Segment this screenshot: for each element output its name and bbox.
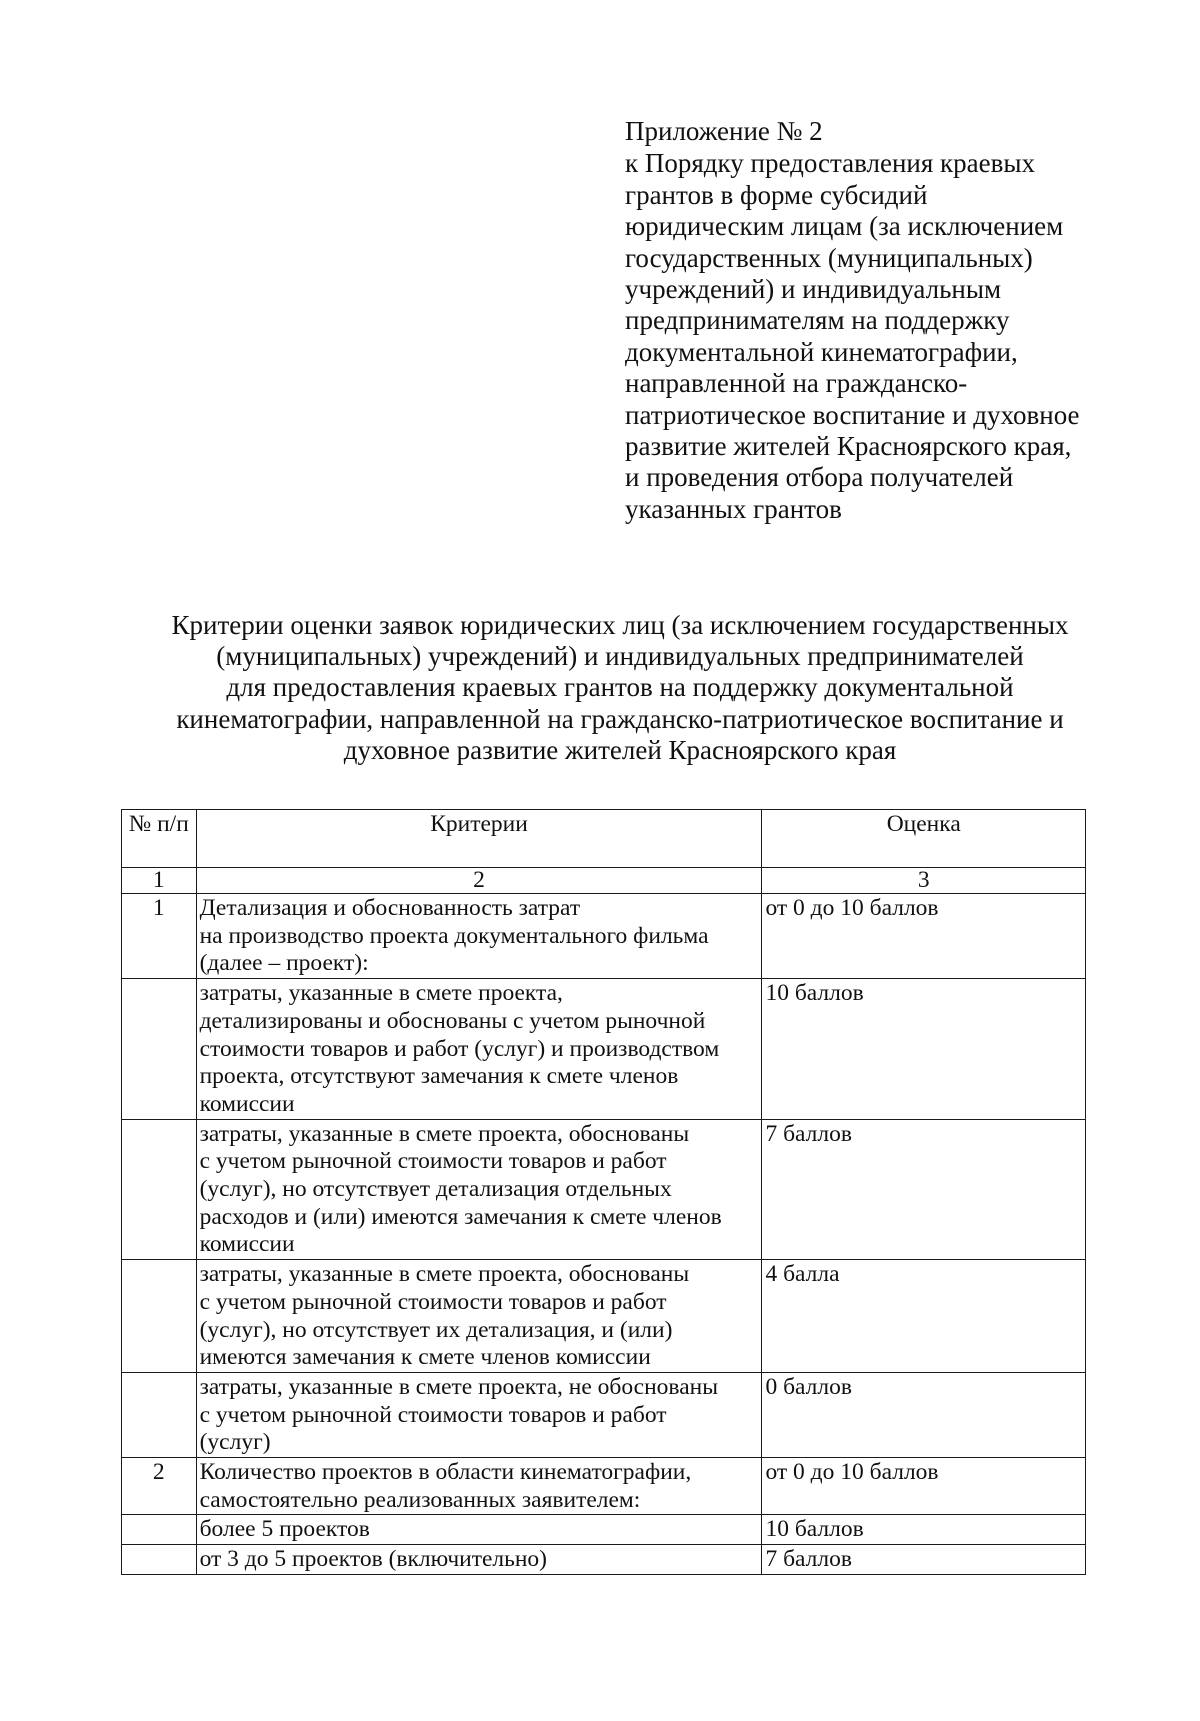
annex-line: к Порядку предоставления краевых <box>625 148 1035 179</box>
annex-line: учреждений) и индивидуальным <box>625 274 1002 305</box>
criteria-text-line: детализированы и обоснованы с учетом рыночной <box>199 1007 706 1034</box>
document-title <box>120 610 1120 766</box>
criteria-text-line: затраты, указанные в смете проекта, не обоснованы <box>199 1373 719 1400</box>
criteria-text-line: более 5 проектов <box>199 1516 370 1543</box>
annex-line: развитие жителей Красноярского края, <box>625 431 1072 462</box>
criteria-text-line: (услуг), но отсутствует их детализация, и (или) <box>199 1316 673 1343</box>
score-cell: от 0 до 10 баллов <box>762 1458 1086 1515</box>
annex-line: документальной кинематографии, <box>625 336 1018 367</box>
criteria-text-line: расходов и (или) имеются замечания к смете членов <box>199 1203 722 1230</box>
criteria-cell <box>196 1458 762 1515</box>
row-number-cell: 2 <box>122 1458 197 1515</box>
header-score: Оценка <box>762 810 1086 868</box>
criteria-text-line: Детализация и обоснованность затрат <box>199 895 581 921</box>
table-row <box>122 894 1086 979</box>
index-cell: 2 <box>196 868 762 894</box>
document-title-line: (муниципальных) учреждений) и индивидуальных предпринимателей <box>216 641 1024 672</box>
criteria-cell <box>196 1372 762 1457</box>
criteria-text-line: комиссии <box>199 1090 295 1117</box>
score-cell: 10 баллов <box>762 1515 1086 1545</box>
score-cell: от 0 до 10 баллов <box>762 894 1086 979</box>
annex-title: Приложение № 2 <box>625 116 823 146</box>
score-cell: 4 балла <box>762 1260 1086 1373</box>
table-row <box>122 979 1086 1120</box>
criteria-text-line: (далее – проект): <box>199 950 369 977</box>
document-title-line: для предоставления краевых грантов на поддержку документальной <box>226 672 1014 703</box>
criteria-text-line: на производство проекта документального фильма <box>199 922 709 949</box>
score-cell: 10 баллов <box>762 979 1086 1120</box>
criteria-text-line: с учетом рыночной стоимости товаров и работ <box>199 1148 667 1175</box>
criteria-text-line: с учетом рыночной стоимости товаров и работ <box>199 1288 667 1315</box>
row-number-cell <box>122 979 197 1120</box>
criteria-cell <box>196 1260 762 1373</box>
criteria-text-line: (услуг) <box>199 1429 271 1456</box>
index-cell: 1 <box>122 868 197 894</box>
annex-line: юридическим лицам (за исключением <box>625 211 1064 242</box>
criteria-table <box>121 809 1086 1575</box>
row-number-cell: 1 <box>122 894 197 979</box>
row-number-cell <box>122 1372 197 1457</box>
criteria-text-line: затраты, указанные в смете проекта, <box>199 980 563 1007</box>
document-title-line: духовное развитие жителей Красноярского края <box>343 734 897 765</box>
row-number-cell <box>122 1545 197 1575</box>
annex-line: патриотическое воспитание и духовное <box>625 399 1080 430</box>
header-criteria: Критерии <box>196 810 762 868</box>
annex-line: предпринимателям на поддержку <box>625 305 1010 336</box>
row-number-cell <box>122 1515 197 1545</box>
annex-block <box>625 116 1125 525</box>
criteria-text-line: имеются замечания к смете членов комиссии <box>199 1344 651 1371</box>
table-row <box>122 1515 1086 1545</box>
annex-line: указанных грантов <box>625 493 842 524</box>
score-cell: 7 баллов <box>762 1545 1086 1575</box>
criteria-text-line: стоимости товаров и работ (услуг) и производством <box>199 1035 720 1062</box>
criteria-cell <box>196 1119 762 1260</box>
table-row <box>122 1458 1086 1515</box>
criteria-text-line: проекта, отсутствуют замечания к смете членов <box>199 1063 679 1090</box>
table-row <box>122 1545 1086 1575</box>
criteria-cell <box>196 894 762 979</box>
table-header-row <box>122 810 1086 868</box>
header-num: № п/п <box>122 810 197 868</box>
table-row <box>122 1119 1086 1260</box>
criteria-cell <box>196 979 762 1120</box>
criteria-text-line: самостоятельно реализованных заявителем: <box>199 1486 641 1513</box>
criteria-text-line: Количество проектов в области кинематографии, <box>199 1459 692 1486</box>
criteria-cell <box>196 1545 762 1575</box>
criteria-text-line: комиссии <box>199 1231 295 1258</box>
table-row <box>122 1372 1086 1457</box>
criteria-text-line: (услуг), но отсутствует детализация отдельных <box>199 1176 672 1203</box>
index-cell: 3 <box>762 868 1086 894</box>
score-cell: 0 баллов <box>762 1372 1086 1457</box>
annex-line: грантов в форме субсидий <box>625 179 928 210</box>
document-title-line: Критерии оценки заявок юридических лиц (за исключением государственных <box>171 610 1069 640</box>
criteria-text-line: от 3 до 5 проектов (включительно) <box>199 1546 548 1573</box>
document-title-line: кинематографии, направленной на гражданско-патриотическое воспитание и <box>176 703 1064 734</box>
criteria-text-line: затраты, указанные в смете проекта, обоснованы <box>199 1120 690 1147</box>
table-index-row <box>122 868 1086 894</box>
row-number-cell <box>122 1119 197 1260</box>
annex-line: государственных (муниципальных) <box>625 242 1033 273</box>
criteria-text-line: с учетом рыночной стоимости товаров и работ <box>199 1401 667 1428</box>
score-cell: 7 баллов <box>762 1119 1086 1260</box>
criteria-cell <box>196 1515 762 1545</box>
criteria-text-line: затраты, указанные в смете проекта, обоснованы <box>199 1261 690 1288</box>
row-number-cell <box>122 1260 197 1373</box>
table-row <box>122 1260 1086 1373</box>
annex-line: направленной на гражданско- <box>625 368 968 399</box>
annex-line: и проведения отбора получателей <box>625 462 1014 493</box>
